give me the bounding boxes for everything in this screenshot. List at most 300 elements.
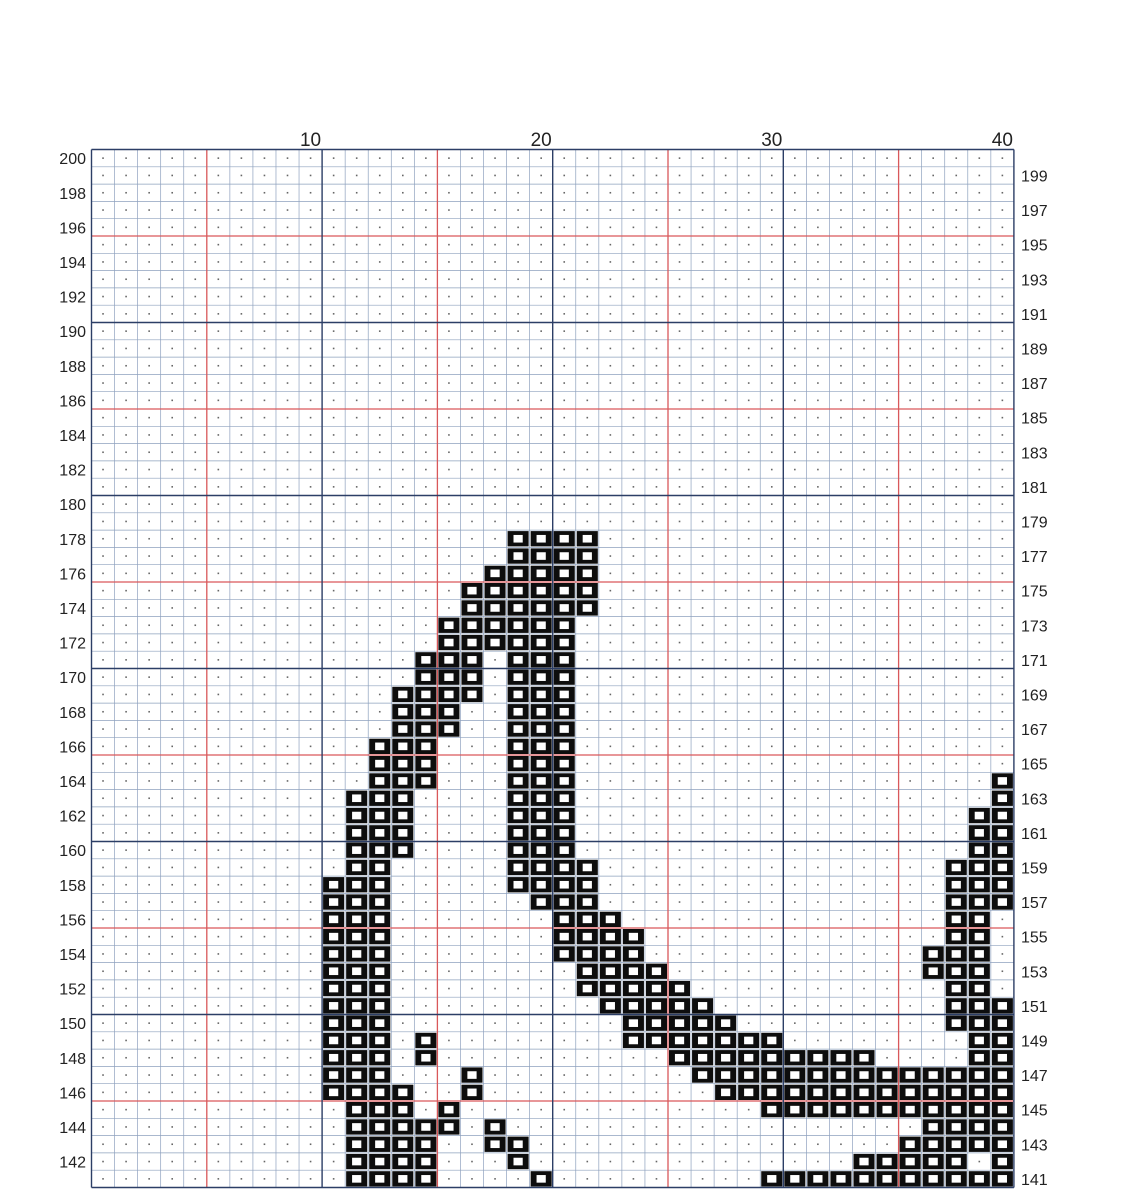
cell-dot — [586, 365, 588, 367]
cell-dot — [448, 953, 450, 955]
cell-dot — [586, 1040, 588, 1042]
cell-dot — [748, 901, 750, 903]
cell-dot — [194, 573, 196, 575]
cell-dot — [817, 278, 819, 280]
cell-dot — [264, 296, 266, 298]
stitch-symbol — [537, 535, 546, 543]
cell-dot — [702, 1126, 704, 1128]
cell-dot — [287, 192, 289, 194]
stitch-symbol — [375, 846, 384, 854]
cell-dot — [702, 503, 704, 505]
cell-dot — [702, 988, 704, 990]
cell-dot — [586, 209, 588, 211]
cell-dot — [310, 763, 312, 765]
cell-dot — [171, 1022, 173, 1024]
cell-dot — [171, 1126, 173, 1128]
cell-dot — [402, 988, 404, 990]
cell-dot — [725, 936, 727, 938]
stitch-symbol — [583, 570, 592, 578]
cell-dot — [218, 313, 220, 315]
cell-dot — [241, 175, 243, 177]
stitch-symbol — [906, 1175, 915, 1183]
stitch-symbol — [629, 933, 638, 941]
row-label: 169 — [1021, 687, 1048, 705]
row-label: 187 — [1021, 376, 1048, 394]
stitch-symbol — [444, 639, 453, 647]
cell-dot — [955, 624, 957, 626]
cell-dot — [540, 1161, 542, 1163]
cell-dot — [656, 278, 658, 280]
cell-dot — [840, 642, 842, 644]
cell-dot — [702, 901, 704, 903]
cell-dot — [702, 607, 704, 609]
cell-dot — [356, 503, 358, 505]
cell-dot — [840, 1143, 842, 1145]
cell-dot — [840, 607, 842, 609]
cell-dot — [218, 434, 220, 436]
cell-dot — [955, 244, 957, 246]
cell-dot — [679, 867, 681, 869]
cell-dot — [102, 278, 104, 280]
cell-dot — [702, 227, 704, 229]
cell-dot — [932, 451, 934, 453]
stitch-symbol — [836, 1054, 845, 1062]
cell-dot — [264, 901, 266, 903]
cell-dot — [425, 313, 427, 315]
stitch-symbol — [698, 1054, 707, 1062]
stitch-symbol — [744, 1071, 753, 1079]
cell-dot — [540, 417, 542, 419]
stitch-symbol — [375, 916, 384, 924]
cell-dot — [610, 624, 612, 626]
cell-dot — [494, 209, 496, 211]
cell-dot — [702, 382, 704, 384]
cell-dot — [656, 590, 658, 592]
stitch-symbol — [513, 708, 522, 716]
cell-dot — [886, 192, 888, 194]
cell-dot — [679, 849, 681, 851]
cell-dot — [794, 313, 796, 315]
cell-dot — [379, 659, 381, 661]
cell-dot — [840, 573, 842, 575]
cell-dot — [194, 261, 196, 263]
cell-dot — [379, 573, 381, 575]
cell-dot — [471, 832, 473, 834]
cell-dot — [886, 400, 888, 402]
cell-dot — [886, 1057, 888, 1059]
row-label: 190 — [59, 324, 86, 342]
cell-dot — [586, 1057, 588, 1059]
cell-dot — [1002, 694, 1004, 696]
cell-dot — [886, 728, 888, 730]
cell-dot — [563, 1143, 565, 1145]
cell-dot — [448, 296, 450, 298]
cell-dot — [932, 573, 934, 575]
stitch-symbol — [398, 1106, 407, 1114]
stitch-symbol — [560, 535, 569, 543]
cell-dot — [264, 209, 266, 211]
cell-dot — [517, 227, 519, 229]
cell-dot — [633, 244, 635, 246]
cell-dot — [425, 624, 427, 626]
stitch-symbol — [490, 1123, 499, 1131]
cell-dot — [748, 1022, 750, 1024]
cell-dot — [863, 417, 865, 419]
stitch-symbol — [952, 898, 961, 906]
cell-dot — [725, 970, 727, 972]
cell-dot — [771, 486, 773, 488]
cell-dot — [725, 521, 727, 523]
cell-dot — [586, 400, 588, 402]
cell-dot — [817, 919, 819, 921]
cell-dot — [909, 797, 911, 799]
cell-dot — [448, 970, 450, 972]
cell-dot — [402, 486, 404, 488]
cell-dot — [148, 486, 150, 488]
cell-dot — [840, 192, 842, 194]
cell-dot — [771, 503, 773, 505]
cell-dot — [333, 521, 335, 523]
cell-dot — [264, 642, 266, 644]
stitch-symbol — [352, 898, 361, 906]
cell-dot — [932, 469, 934, 471]
cell-dot — [333, 382, 335, 384]
stitch-symbol — [329, 1037, 338, 1045]
cell-dot — [656, 503, 658, 505]
cell-dot — [171, 694, 173, 696]
cell-dot — [125, 676, 127, 678]
cell-dot — [287, 624, 289, 626]
cell-dot — [679, 330, 681, 332]
stitch-symbol — [836, 1071, 845, 1079]
cell-dot — [241, 451, 243, 453]
cell-dot — [771, 469, 773, 471]
cell-dot — [771, 313, 773, 315]
cell-dot — [886, 157, 888, 159]
cell-dot — [125, 936, 127, 938]
cell-dot — [909, 573, 911, 575]
cell-dot — [979, 503, 981, 505]
stitch-symbol — [352, 846, 361, 854]
cell-dot — [932, 711, 934, 713]
cell-dot — [586, 261, 588, 263]
cell-dot — [425, 417, 427, 419]
cell-dot — [356, 175, 358, 177]
cell-dot — [955, 296, 957, 298]
row-label: 147 — [1021, 1068, 1048, 1086]
cell-dot — [909, 936, 911, 938]
cell-dot — [471, 936, 473, 938]
row-label: 173 — [1021, 618, 1048, 636]
cell-dot — [333, 694, 335, 696]
stitch-symbol — [467, 1071, 476, 1079]
cell-dot — [218, 763, 220, 765]
stitch-symbol — [398, 725, 407, 733]
cell-dot — [863, 209, 865, 211]
cell-dot — [540, 936, 542, 938]
cell-dot — [610, 1109, 612, 1111]
cell-dot — [840, 1040, 842, 1042]
cell-dot — [586, 244, 588, 246]
cell-dot — [148, 192, 150, 194]
stitch-symbol — [537, 760, 546, 768]
cell-dot — [125, 573, 127, 575]
stitch-symbol — [606, 967, 615, 975]
cell-dot — [794, 884, 796, 886]
cell-dot — [863, 728, 865, 730]
cell-dot — [702, 919, 704, 921]
cell-dot — [863, 711, 865, 713]
cell-dot — [633, 1092, 635, 1094]
cell-dot — [448, 901, 450, 903]
cell-dot — [817, 244, 819, 246]
cell-dot — [171, 624, 173, 626]
cell-dot — [863, 953, 865, 955]
cell-dot — [909, 919, 911, 921]
cell-dot — [125, 469, 127, 471]
cell-dot — [863, 296, 865, 298]
stitch-symbol — [537, 777, 546, 785]
cell-dot — [817, 676, 819, 678]
cell-dot — [218, 451, 220, 453]
stitch-symbol — [998, 1123, 1007, 1131]
cell-dot — [241, 330, 243, 332]
cell-dot — [886, 901, 888, 903]
stitch-symbol — [352, 950, 361, 958]
cell-dot — [909, 642, 911, 644]
cell-dot — [241, 728, 243, 730]
row-label: 183 — [1021, 445, 1048, 463]
cell-dot — [955, 469, 957, 471]
stitch-symbol — [813, 1089, 822, 1097]
cell-dot — [633, 919, 635, 921]
cell-dot — [932, 209, 934, 211]
cell-dot — [886, 1022, 888, 1024]
cell-dot — [471, 1143, 473, 1145]
stitch-symbol — [352, 1071, 361, 1079]
cell-dot — [909, 261, 911, 263]
cell-dot — [656, 867, 658, 869]
stitch-symbol — [398, 1140, 407, 1148]
cell-dot — [679, 1074, 681, 1076]
cell-dot — [356, 192, 358, 194]
stitch-symbol — [352, 829, 361, 837]
cell-dot — [241, 313, 243, 315]
stitch-symbol — [352, 933, 361, 941]
cell-dot — [171, 970, 173, 972]
cell-dot — [287, 400, 289, 402]
cell-dot — [656, 486, 658, 488]
cell-dot — [610, 1022, 612, 1024]
cell-dot — [679, 711, 681, 713]
cell-dot — [817, 832, 819, 834]
cell-dot — [287, 555, 289, 557]
cell-dot — [310, 278, 312, 280]
cell-dot — [148, 538, 150, 540]
cell-dot — [264, 1109, 266, 1111]
cell-dot — [817, 970, 819, 972]
cell-dot — [310, 642, 312, 644]
cell-dot — [1002, 590, 1004, 592]
cell-dot — [448, 365, 450, 367]
cell-dot — [264, 607, 266, 609]
cell-dot — [909, 192, 911, 194]
cell-dot — [909, 365, 911, 367]
cell-dot — [402, 227, 404, 229]
cell-dot — [748, 503, 750, 505]
cell-dot — [171, 988, 173, 990]
cell-dot — [241, 382, 243, 384]
cell-dot — [241, 192, 243, 194]
cell-dot — [725, 988, 727, 990]
cell-dot — [125, 728, 127, 730]
cell-dot — [471, 227, 473, 229]
cell-dot — [955, 521, 957, 523]
row-label: 160 — [59, 843, 86, 861]
cell-dot — [656, 261, 658, 263]
cell-dot — [817, 1040, 819, 1042]
cell-dot — [656, 659, 658, 661]
cell-dot — [356, 157, 358, 159]
stitch-symbol — [398, 812, 407, 820]
cell-dot — [610, 555, 612, 557]
cell-dot — [287, 227, 289, 229]
cell-dot — [540, 227, 542, 229]
cell-dot — [633, 1126, 635, 1128]
cell-dot — [863, 694, 865, 696]
cell-dot — [287, 849, 289, 851]
cell-dot — [425, 521, 427, 523]
cell-dot — [748, 365, 750, 367]
cell-dot — [402, 970, 404, 972]
stitch-symbol — [375, 864, 384, 872]
cell-dot — [218, 209, 220, 211]
cell-dot — [586, 1161, 588, 1163]
cell-dot — [494, 797, 496, 799]
cell-dot — [863, 936, 865, 938]
cell-dot — [955, 780, 957, 782]
cell-dot — [194, 936, 196, 938]
cell-dot — [402, 296, 404, 298]
cell-dot — [679, 746, 681, 748]
stitch-symbol — [398, 794, 407, 802]
cell-dot — [310, 1040, 312, 1042]
cell-dot — [610, 797, 612, 799]
cell-dot — [148, 244, 150, 246]
cell-dot — [218, 849, 220, 851]
cell-dot — [702, 763, 704, 765]
cell-dot — [517, 192, 519, 194]
cell-dot — [794, 694, 796, 696]
cell-dot — [563, 1109, 565, 1111]
cell-dot — [817, 867, 819, 869]
cell-dot — [102, 348, 104, 350]
cell-dot — [840, 244, 842, 246]
cell-dot — [379, 296, 381, 298]
cell-dot — [448, 451, 450, 453]
cell-dot — [863, 278, 865, 280]
cell-dot — [310, 624, 312, 626]
cell-dot — [356, 659, 358, 661]
cell-dot — [148, 503, 150, 505]
cell-dot — [932, 503, 934, 505]
cell-dot — [171, 867, 173, 869]
stitch-symbol — [952, 985, 961, 993]
stitch-symbol — [929, 1123, 938, 1131]
cell-dot — [932, 1005, 934, 1007]
cell-dot — [540, 382, 542, 384]
cell-dot — [241, 469, 243, 471]
cell-dot — [633, 676, 635, 678]
cell-dot — [863, 538, 865, 540]
cell-dot — [932, 797, 934, 799]
cell-dot — [771, 590, 773, 592]
cell-dot — [771, 901, 773, 903]
cell-dot — [471, 555, 473, 557]
stitch-symbol — [421, 691, 430, 699]
cell-dot — [148, 1178, 150, 1180]
cell-dot — [817, 746, 819, 748]
stitch-symbol — [352, 812, 361, 820]
cell-dot — [402, 348, 404, 350]
cell-dot — [356, 313, 358, 315]
stitch-symbol — [444, 621, 453, 629]
cell-dot — [333, 192, 335, 194]
row-label: 195 — [1021, 237, 1048, 255]
cell-dot — [194, 780, 196, 782]
cell-dot — [333, 175, 335, 177]
cell-dot — [1002, 330, 1004, 332]
cell-dot — [425, 400, 427, 402]
cell-dot — [287, 486, 289, 488]
cell-dot — [771, 244, 773, 246]
cell-dot — [725, 659, 727, 661]
cell-dot — [402, 901, 404, 903]
cell-dot — [171, 780, 173, 782]
cell-dot — [125, 1126, 127, 1128]
cell-dot — [494, 780, 496, 782]
stitch-symbol — [537, 621, 546, 629]
stitch-symbol — [467, 691, 476, 699]
cell-dot — [633, 590, 635, 592]
cell-dot — [886, 970, 888, 972]
cell-dot — [148, 1092, 150, 1094]
stitch-symbol — [675, 1019, 684, 1027]
cell-dot — [586, 521, 588, 523]
cell-dot — [517, 365, 519, 367]
cell-dot — [402, 555, 404, 557]
cell-dot — [402, 382, 404, 384]
cell-dot — [148, 1161, 150, 1163]
row-label: 192 — [59, 289, 86, 307]
cell-dot — [886, 451, 888, 453]
cell-dot — [264, 227, 266, 229]
cell-dot — [817, 555, 819, 557]
cell-dot — [102, 417, 104, 419]
cell-dot — [356, 469, 358, 471]
cell-dot — [264, 175, 266, 177]
stitch-symbol — [513, 656, 522, 664]
cell-dot — [563, 348, 565, 350]
cell-dot — [310, 209, 312, 211]
cell-dot — [517, 1074, 519, 1076]
cell-dot — [817, 642, 819, 644]
cell-dot — [494, 1109, 496, 1111]
cell-dot — [494, 434, 496, 436]
cell-dot — [979, 175, 981, 177]
cell-dot — [702, 209, 704, 211]
cell-dot — [264, 400, 266, 402]
